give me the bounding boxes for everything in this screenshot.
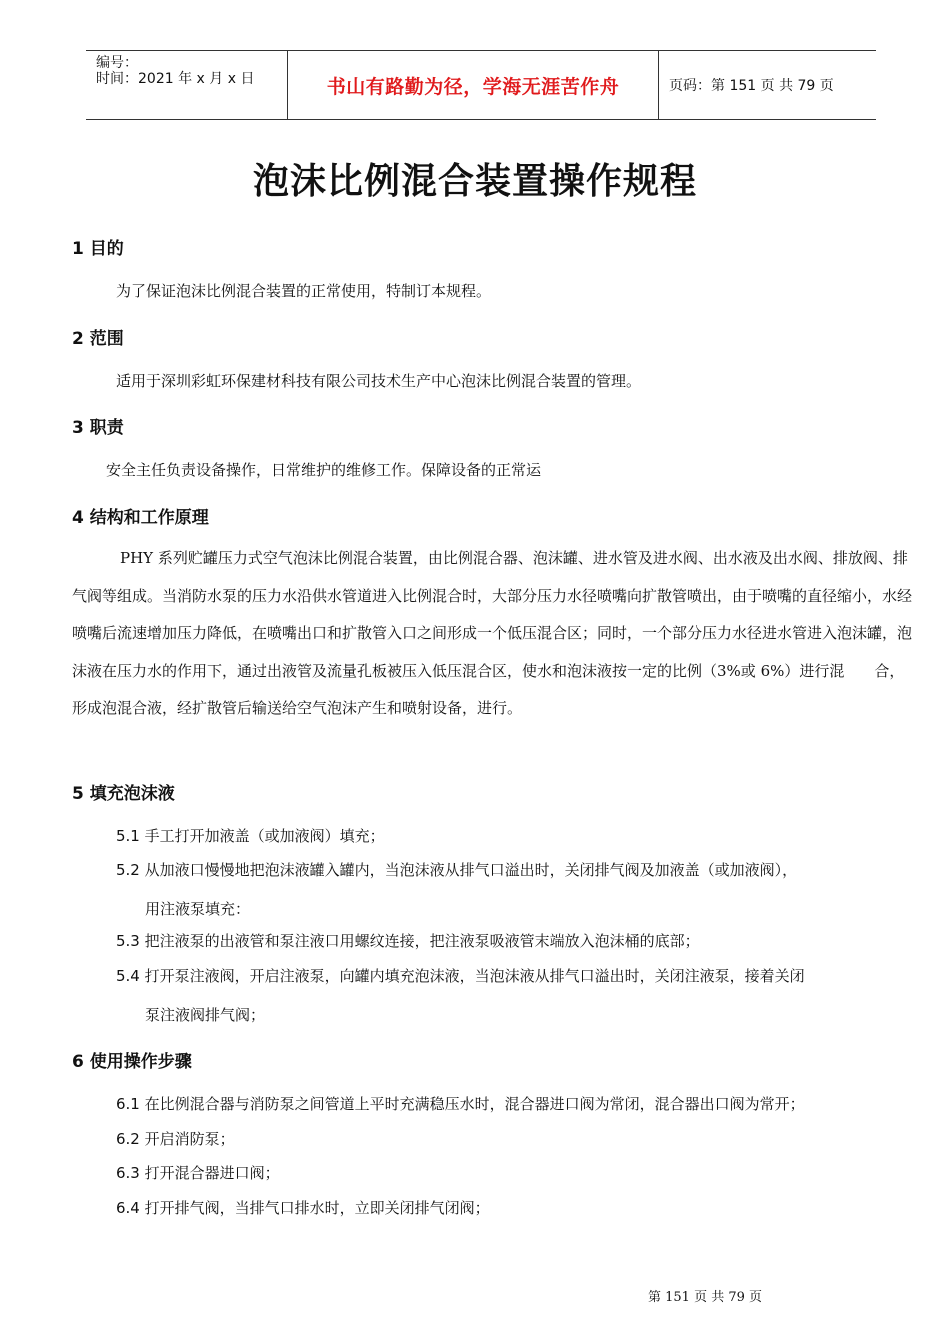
list-item-continuation: 泵注液阀排气阀；	[145, 1006, 266, 1024]
item-text: 把注液泵的出液管和泵注液口用螺纹连接，把注液泵吸液管末端放入泡沫桶的底部；	[144, 932, 700, 950]
motto: 书山有路勤为径，学海无涯苦作舟	[326, 75, 620, 98]
section-4-text	[72, 540, 912, 728]
item-number: 6.3	[116, 1164, 140, 1182]
item-text: 打开混合器进口阀；	[144, 1164, 280, 1182]
list-item	[116, 1162, 906, 1183]
section-2-text: 适用于深圳彩虹环保建材科技有限公司技术生产中心泡沫比例混合装置的管理。	[116, 372, 642, 390]
section-2-heading: 2 范围	[72, 329, 124, 349]
header-meta-cell	[86, 51, 288, 119]
list-item	[116, 1128, 906, 1149]
list-item	[116, 825, 906, 846]
section-3-heading: 3 职责	[72, 418, 124, 438]
section-1-heading: 1 目的	[72, 239, 124, 259]
item-text: 在比例混合器与消防泵之间管道上平时充满稳压水时，混合器进口阀为常闭，混合器出口阀为常开；	[144, 1095, 805, 1113]
page-footer: 第 151 页 共 79 页	[648, 1290, 763, 1305]
item-number: 6.2	[116, 1130, 140, 1148]
list-item	[116, 965, 906, 986]
list-item	[116, 1197, 906, 1218]
item-number: 5.4	[116, 967, 140, 985]
item-text: 手工打开加液盖（或加液阀）填充；	[144, 827, 385, 845]
list-item	[116, 859, 906, 880]
list-item	[116, 930, 906, 951]
section-4-paragraph: PHY 系列贮罐压力式空气泡沫比例混合装置，由比例混合器、泡沫罐、进水管及进水阀、出水液及出水阀、排放阀、排气阀等组成。当消防水泵的压力水沿供水管道进入比例混合时，大部分压力水径喷嘴向扩散管喷出，由于喷嘴的直径缩小，水经喷嘴后流速增加压力降低，在喷嘴出口和扩散管入口之间形成一个低压混合区；同时，一个部分压力水径进水管进入泡沫罐，泡沫液在压力水的作用下，通过出液管及流量孔板被压入低压混合区，使水和泡沫液按一定的比例（3%或 6%）进行混 合，形成泡混合液，经扩散管后输送给空气泡沫产生和喷射设备，进行。	[72, 549, 913, 717]
list-item-continuation: 用注液泵填充：	[145, 900, 251, 918]
page-title: 泡沫比例混合装置操作规程	[252, 161, 697, 202]
item-text: 开启消防泵；	[144, 1130, 235, 1148]
item-number: 5.3	[116, 932, 140, 950]
code-label: 编号：	[96, 55, 138, 71]
section-4-heading: 4 结构和工作原理	[72, 508, 209, 528]
section-3-text: 安全主任负责设备操作，日常维护的维修工作。保障设备的正常运	[106, 461, 542, 479]
section-5-heading: 5 填充泡沫液	[72, 784, 175, 804]
item-number: 5.1	[116, 827, 140, 845]
list-item	[116, 1093, 906, 1114]
item-number: 6.4	[116, 1199, 140, 1217]
item-number: 5.2	[116, 861, 140, 879]
time-label: 时间：2021 年 x 月 x 日	[96, 71, 255, 87]
document-header	[86, 50, 876, 120]
page-info: 页码：第 151 页 共 79 页	[669, 78, 834, 94]
section-6-heading: 6 使用操作步骤	[72, 1052, 192, 1072]
item-text: 打开排气阀，当排气口排水时，立即关闭排气闭阀；	[144, 1199, 490, 1217]
section-1-text: 为了保证泡沫比例混合装置的正常使用，特制订本规程。	[116, 282, 492, 300]
header-motto-cell	[288, 51, 659, 119]
item-text: 从加液口慢慢地把泡沫液罐入罐内，当泡沫液从排气口溢出时，关闭排气阀及加液盖（或加液阀），	[144, 861, 798, 879]
item-number: 6.1	[116, 1095, 140, 1113]
header-page-cell	[659, 51, 876, 119]
item-text: 打开泵注液阀，开启注液泵，向罐内填充泡沫液，当泡沫液从排气口溢出时，关闭注液泵，接着关闭	[144, 967, 805, 985]
